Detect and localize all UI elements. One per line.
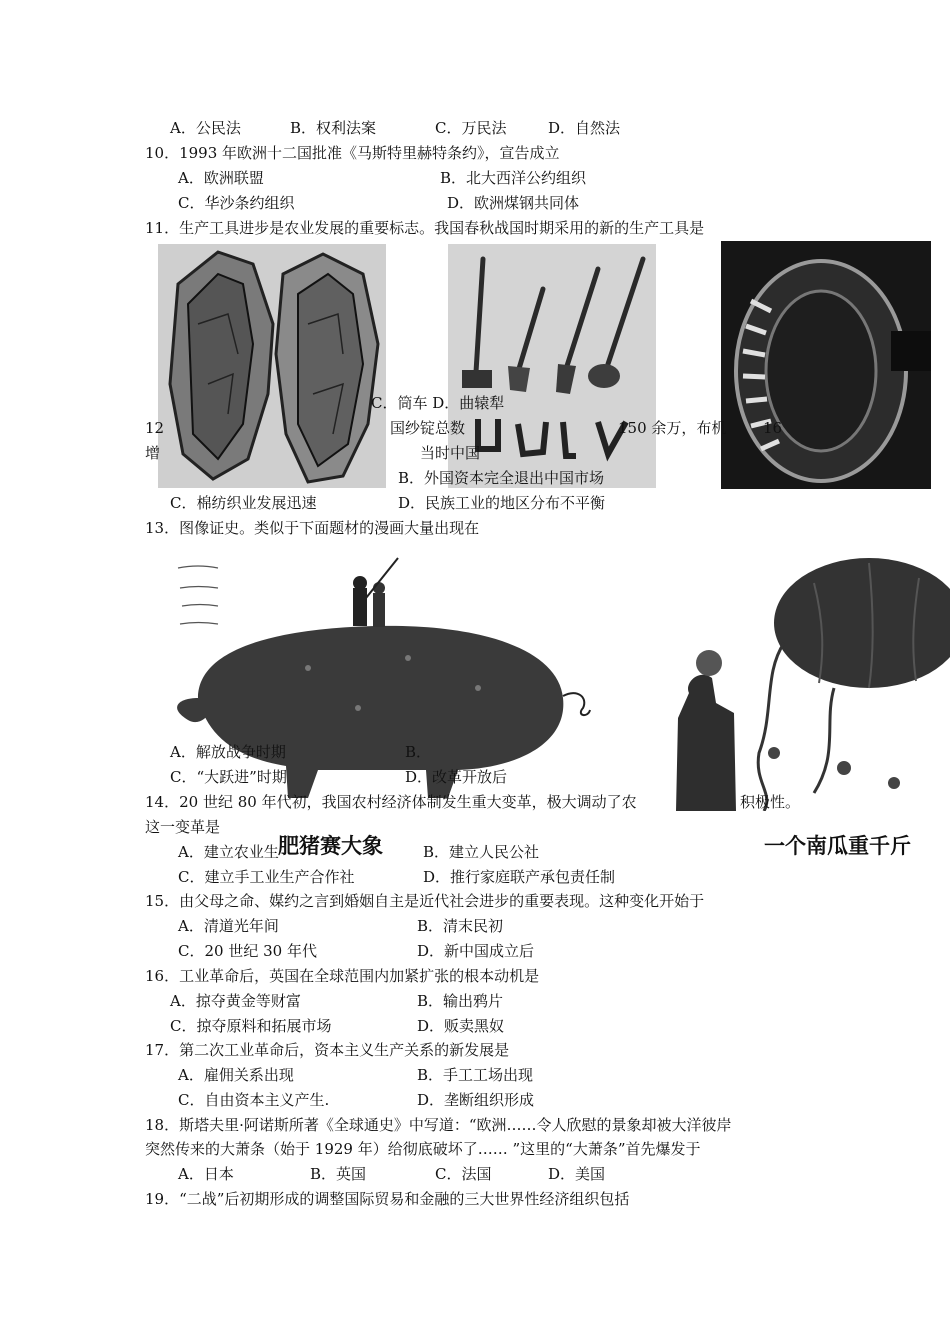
q17-option-d: D．垄断组织形成 bbox=[417, 1091, 535, 1109]
fat-pig-cartoon bbox=[158, 548, 610, 830]
q12-option-b: B．外国资本完全退出中国市场 bbox=[398, 469, 605, 487]
q14-stem-line1-end: 积极性。 bbox=[740, 793, 801, 811]
q13-stem: 13．图像证史。类似于下面题材的漫画大量出现在 bbox=[145, 519, 480, 537]
q13-option-a: A．解放战争时期 bbox=[170, 743, 286, 761]
q18-option-b: B．英国 bbox=[310, 1165, 367, 1183]
caption-fat-pig: 肥猪赛大象 bbox=[278, 834, 383, 858]
q13-option-d: D．改革开放后 bbox=[405, 768, 508, 786]
q14-option-d: D．推行家庭联产承包责任制 bbox=[423, 868, 616, 886]
stone-tools-image bbox=[158, 244, 386, 488]
q12-stem-fragment-4: 16 bbox=[763, 419, 783, 437]
q9-option-c: C．万民法 bbox=[435, 119, 507, 137]
q9-option-b: B．权利法案 bbox=[290, 119, 377, 137]
q14-stem-line2: 这一变革是 bbox=[145, 818, 221, 836]
caption-giant-pumpkin: 一个南瓜重千斤 bbox=[764, 834, 911, 858]
q14-stem-line1: 14．20 世纪 80 年代初，我国农村经济体制发生重大变革，极大调动了农 bbox=[145, 793, 637, 811]
q14-option-a: A．建立农业生 bbox=[178, 843, 279, 861]
q18-stem-line2: 突然传来的大萧条（始于 1929 年）给彻底破坏了…… ”这里的“大萧条”首先爆发于 bbox=[145, 1140, 701, 1158]
q17-option-c: C．自由资本主义产生. bbox=[178, 1091, 330, 1109]
q15-option-c: C．20 世纪 30 年代 bbox=[178, 942, 317, 960]
q14-option-c: C．建立手工业生产合作社 bbox=[178, 868, 355, 886]
q18-option-d: D．美国 bbox=[548, 1165, 606, 1183]
q10-option-d: D．欧洲煤钢共同体 bbox=[447, 194, 580, 212]
waterwheel-image bbox=[721, 241, 931, 489]
q9-option-a: A．公民法 bbox=[170, 119, 241, 137]
q13-option-b: B． bbox=[405, 743, 432, 761]
q18-option-a: A．日本 bbox=[178, 1165, 234, 1183]
q10-stem: 10．1993 年欧洲十二国批准《马斯特里赫特条约》，宣告成立 bbox=[145, 144, 560, 162]
q17-stem: 17．第二次工业革命后，资本主义生产关系的新发展是 bbox=[145, 1041, 510, 1059]
q9-option-d: D．自然法 bbox=[548, 119, 621, 137]
q12-option-c: C．棉纺织业发展迅速 bbox=[170, 494, 317, 512]
q16-option-c: C．掠夺原料和拓展市场 bbox=[170, 1017, 332, 1035]
q13-option-c: C．“大跃进”时期 bbox=[170, 768, 287, 786]
q17-option-b: B．手工工场出现 bbox=[417, 1066, 534, 1084]
q10-option-c: C．华沙条约组织 bbox=[178, 194, 295, 212]
q12-stem-fragment-2: 国纱锭总数 bbox=[390, 419, 466, 437]
q16-option-b: B．输出鸦片 bbox=[417, 992, 504, 1010]
q10-option-a: A．欧洲联盟 bbox=[178, 169, 264, 187]
q12-line2-fragment-2: 当时中国 bbox=[420, 444, 481, 462]
q19-stem: 19．“二战”后初期形成的调整国际贸易和金融的三大世界性经济组织包括 bbox=[145, 1190, 630, 1208]
q12-option-d: D．民族工业的地区分布不平衡 bbox=[398, 494, 606, 512]
q16-option-d: D．贩卖黑奴 bbox=[417, 1017, 505, 1035]
q17-option-a: A．雇佣关系出现 bbox=[178, 1066, 294, 1084]
q15-option-d: D．新中国成立后 bbox=[417, 942, 535, 960]
q11-options-partial: C．筒车 D．曲辕犁 bbox=[371, 394, 505, 412]
q18-stem-line1: 18．斯塔夫里·阿诺斯所著《全球通史》中写道：“欧洲……令人欣慰的景象却被大洋彼岸 bbox=[145, 1116, 732, 1134]
q18-option-c: C．法国 bbox=[435, 1165, 492, 1183]
q10-option-b: B．北大西洋公约组织 bbox=[440, 169, 587, 187]
q15-option-a: A．清道光年间 bbox=[178, 917, 279, 935]
q12-stem-fragment-3: 150 余万，布机 bbox=[618, 419, 727, 437]
q15-option-b: B．清末民初 bbox=[417, 917, 504, 935]
q16-option-a: A．掠夺黄金等财富 bbox=[170, 992, 301, 1010]
q16-stem: 16．工业革命后，英国在全球范围内加紧扩张的根本动机是 bbox=[145, 967, 540, 985]
q15-stem: 15．由父母之命、媒约之言到婚姻自主是近代社会进步的重要表现。这种变化开始于 bbox=[145, 892, 705, 910]
q12-stem-fragment-1: 12 bbox=[145, 419, 165, 437]
q12-line2-fragment-1: 增 bbox=[145, 444, 161, 462]
q14-option-b: B．建立人民公社 bbox=[423, 843, 540, 861]
q11-stem: 11．生产工具进步是农业发展的重要标志。我国春秋战国时期采用的新的生产工具是 bbox=[145, 219, 705, 237]
giant-pumpkin-cartoon bbox=[654, 553, 950, 811]
